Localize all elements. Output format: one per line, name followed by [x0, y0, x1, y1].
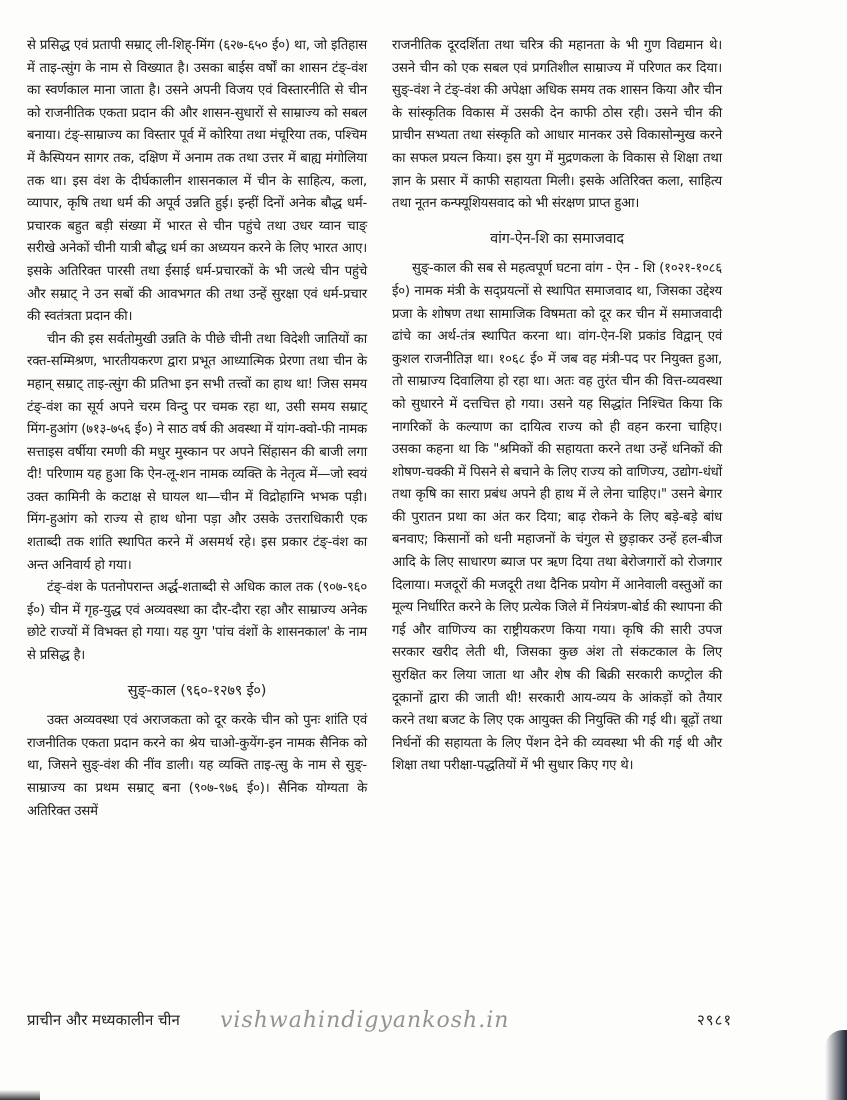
left-column — [27, 35, 367, 823]
paragraph: टंङ्-वंश के पतनोपरान्त अर्द्ध-शताब्दी से अधिक काल तक (९०७-९६० ई०) चीन में गृह-युद्ध एवं अव्यवस्था का दौर-दौरा रहा और साम्राज्य अनेक छोटे राज्यों में विभक्त हो गया। यह युग 'पांच वंशों के शासनकाल' के नाम से प्रसिद्ध है। — [27, 580, 367, 664]
paragraph: उक्त अव्यवस्था एवं अराजकता को दूर करके चीन को पुनः शांति एवं राजनीतिक एकता प्रदान करने का श्रेय चाओ-कुयेंग-इन नामक सैनिक को था, जिसने सुङ्-वंश की नींव डाली। यह व्यक्ति ताइ-त्सु के नाम से सुङ्-साम्राज्य का प्रथम सम्राट् बना (९०७-९७६ ई०)। सैनिक योग्यता के अतिरिक्त उसमें — [27, 713, 367, 819]
page-edge-shadow — [825, 1030, 847, 1100]
section-heading: वांग-ऐन-शि का समाजवाद — [490, 230, 624, 247]
watermark: vishwahindigyankosh.in — [220, 1008, 510, 1033]
section-heading: सुङ्-काल (९६०-१२७९ ई०) — [127, 682, 267, 699]
page-corner-shadow — [0, 1090, 40, 1100]
paragraph: से प्रसिद्ध एवं प्रतापी सम्राट् ली-शिह्-मिंग (६२७-६५० ई०) था, जो इतिहास में ताइ-त्सुंग के नाम से विख्यात है। उसका बाईस वर्षों का शासन टंङ्-वंश का स्वर्णकाल माना जाता है। उसने अपनी विजय एवं विस्तारनीति से चीन को राजनीतिक एकता प्रदान की और शासन-सुधारों से साम्राज्य को सबल बनाया। टंङ्-साम्राज्य का विस्तार पूर्व में कोरिया तथा मंचूरिया तक, पश्चिम में कैस्पियन सागर तक, दक्षिण में अनाम तक तथा उत्तर में बाह्य मंगोलिया तक था। इस वंश के दीर्घकालीन शासनकाल में चीन के साहित्य, कला, व्यापार, कृषि तथा धर्म की अपूर्व उन्नति हुई। इन्हीं दिनों अनेक बौद्ध धर्म-प्रचारक बहुत बड़ी संख्या में भारत से चीन पहुंचे तथा उधर य्वान चाङ् सरीखे अनेकों चीनी यात्री बौद्ध धर्म का अध्ययन करने के लिए भारत आए। इसके अतिरिक्त पारसी तथा ईसाई धर्म-प्रचारकों के भी जत्थे चीन पहुंचे और सम्राट् ने उन सबों की आवभगत की तथा उन्हें सुरक्षा एवं धर्म-प्रचार की स्वतंत्रता प्रदान की। — [27, 38, 367, 325]
paragraph: चीन की इस सर्वतोमुखी उन्नति के पीछे चीनी तथा विदेशी जातियों का रक्त-सम्मिश्रण, भारतीयकरण द्वारा प्रभूत आध्यात्मिक प्रेरणा तथा चीन के महान् सम्राट् ताइ-त्सुंग की प्रतिभा इन सभी तत्त्वों का हाथ था! जिस समय टंङ्-वंश का सूर्य अपने चरम विन्दु पर चमक रहा था, उसी समय सम्राट् मिंग-हुआंग (७१३-७५६ ई०) ने साठ वर्ष की अवस्था में यांग-क्वो-फी नामक सत्ताइस वर्षीया रमणी की मधुर मुस्कान पर अपने सिंहासन की बाजी लगा दी! परिणाम यह हुआ कि ऐन-लू-शन नामक व्यक्ति के नेतृत्व में—जो स्वयं उक्त कामिनी के कटाक्ष से घायल था—चीन में विद्रोहाग्नि भभक पड़ी। मिंग-हुआंग को राज्य से हाथ धोना पड़ा और उसके उत्तराधिकारी एक शताब्दी तक शांति स्थापित करने में असमर्थ रहे। इस प्रकार टंङ्-वंश का अन्त अनिवार्य हो गया। — [27, 331, 367, 573]
paragraph: राजनीतिक दूरदर्शिता तथा चरित्र की महानता के भी गुण विद्यमान थे। उसने चीन को एक सबल एवं प्रगतिशील साम्राज्य में परिणत कर दिया। सुङ्-वंश ने टंङ्-वंश की अपेक्षा अधिक समय तक शासन किया और चीन के सांस्कृतिक विकास में उसकी देन काफी ठोस रही। उसने चीन की प्राचीन सभ्यता तथा संस्कृति को आधार मानकर उसे विकासोन्मुख करने का सफल प्रयत्न किया। इस युग में मुद्रणकला के विकास से शिक्षा तथा ज्ञान के प्रसार में काफी सहायता मिली। इसके अतिरिक्त कला, साहित्य तथा नूतन कन्फ्यूशियसवाद को भी संरक्षण प्राप्त हुआ। — [392, 38, 722, 212]
running-title: प्राचीन और मध्यकालीन चीन — [27, 1011, 180, 1029]
paragraph: सुङ्-काल की सब से महत्वपूर्ण घटना वांग - ऐन - शि (१०२१-१०८६ ई०) नामक मंत्री के सद्प्रयत्नों से स्थापित समाजवाद था, जिसका उद्देश्य प्रजा के शोषण तथा सामाजिक विषमता को दूर कर चीन में समाजवादी ढांचे का अर्थ-तंत्र स्थापित करना था। वांग-ऐन-शि प्रकांड विद्वान् एवं कुशल राजनीतिज्ञ था। १०६८ ई० में जब वह मंत्री-पद पर नियुक्त हुआ, तो साम्राज्य दिवालिया हो रहा था। अतः वह तुरंत चीन की वित्त-व्यवस्था को सुधारने में दत्तचित्त हो गया। उसने यह सिद्धांत निश्चित किया कि नागरिकों के कल्याण का दायित्व राज्य को ही वहन करना चाहिए। उसका कहना था कि "श्रमिकों की सहायता करने तथा उन्हें धनिकों की शोषण-चक्की में पिसने से बचाने के लिए राज्य को वाणिज्य, उद्योग-धंधों तथा कृषि का सारा प्रबंध अपने ही हाथ में ले लेना चाहिए।" उसने बेगार की पुरातन प्रथा का अंत कर दिया; बाढ़ रोकने के लिए बड़े-बड़े बांध बनवाए; किसानों को धनी महाजनों के चंगुल से छुड़ाकर उन्हें हल-बीज आदि के लिए साधारण ब्याज पर ऋण दिया तथा बेरोजगारों को रोजगार दिलाया। मजदूरों की मजदूरी तथा दैनिक प्रयोग में आनेवाली वस्तुओं का मूल्य निर्धारित करने के लिए प्रत्येक जिले में नियंत्रण-बोर्ड की स्थापना की गई और वाणिज्य का राष्ट्रीयकरण किया गया। कृषि की सारी उपज सरकार खरीद लेती थी, जिसका कुछ अंश तो संकटकाल के लिए सुरक्षित कर लिया जाता था और शेष की बिक्री सरकारी कण्ट्रोल की दूकानों द्वारा की जाती थी! सरकारी आय-व्यय के आंकड़ों को तैयार करने तथा बजट के लिए एक आयुक्त की नियुक्ति की गई थी। बूढ़ों तथा निर्धनों की सहायता के लिए पेंशन देने की व्यवस्था भी की गई थी और शिक्षा तथा परीक्षा-पद्धतियों में भी सुधार किए गए थे। — [392, 261, 722, 774]
right-column — [392, 35, 722, 778]
page-number: २९८१ — [697, 1011, 733, 1029]
